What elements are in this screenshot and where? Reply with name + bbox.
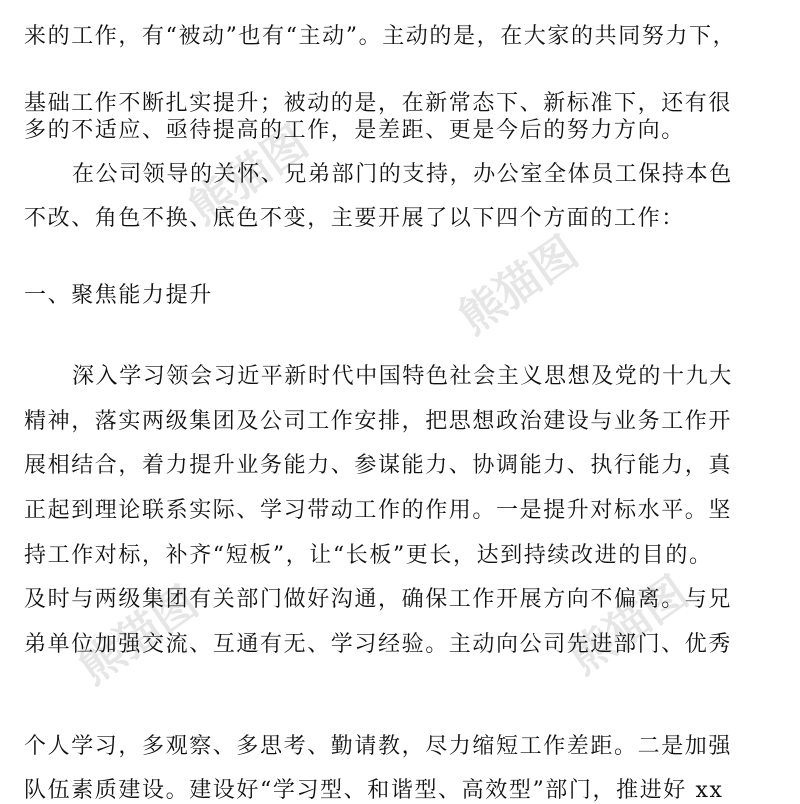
paragraph-line: 不改、角色不换、底色不变，主要开展了以下四个方面的工作： bbox=[24, 206, 685, 231]
paragraph-line: 队伍素质建设。建设好“学习型、和谐型、高效型”部门，推进好 xx bbox=[24, 778, 724, 803]
paragraph-line: 展相结合，着力提升业务能力、参谋能力、协调能力、执行能力，真 bbox=[24, 453, 733, 478]
paragraph-line: 精神，落实两级集团及公司工作安排，把思想政治建设与业务工作开 bbox=[24, 409, 733, 434]
paragraph-line: 基础工作不断扎实提升；被动的是，在新常态下、新标准下，还有很 bbox=[24, 91, 733, 116]
paragraph-line: 深入学习领会习近平新时代中国特色社会主义思想及党的十九大 bbox=[72, 364, 733, 389]
paragraph-line: 持工作对标，补齐“短板”，让“长板”更长，达到持续改进的目的。 bbox=[24, 543, 713, 568]
paragraph-line: 正起到理论联系实际、学习带动工作的作用。一是提升对标水平。坚 bbox=[24, 498, 733, 523]
paragraph-line: 及时与两级集团有关部门做好沟通，确保工作开展方向不偏离。与兄 bbox=[24, 587, 733, 612]
watermark-icon: 熊猫图 bbox=[179, 116, 318, 235]
paragraph-line: 在公司领导的关怀、兄弟部门的支持，办公室全体员工保持本色 bbox=[72, 162, 733, 187]
section-heading: 一、聚焦能力提升 bbox=[24, 283, 213, 308]
paragraph-line: 弟单位加强交流、互通有无、学习经验。主动向公司先进部门、优秀 bbox=[24, 632, 733, 657]
paragraph-line: 多的不适应、亟待提高的工作，是差距、更是今后的努力方向。 bbox=[24, 118, 685, 143]
watermark-icon: 熊猫图 bbox=[559, 566, 698, 685]
watermark-icon: 熊猫图 bbox=[69, 576, 208, 695]
paragraph-line: 来的工作，有“被动”也有“主动”。主动的是，在大家的共同努力下， bbox=[24, 24, 737, 49]
paragraph-line: 个人学习，多观察、多思考、勤请教，尽力缩短工作差距。二是加强 bbox=[24, 734, 733, 759]
watermark-icon: 熊猫图 bbox=[449, 226, 588, 345]
